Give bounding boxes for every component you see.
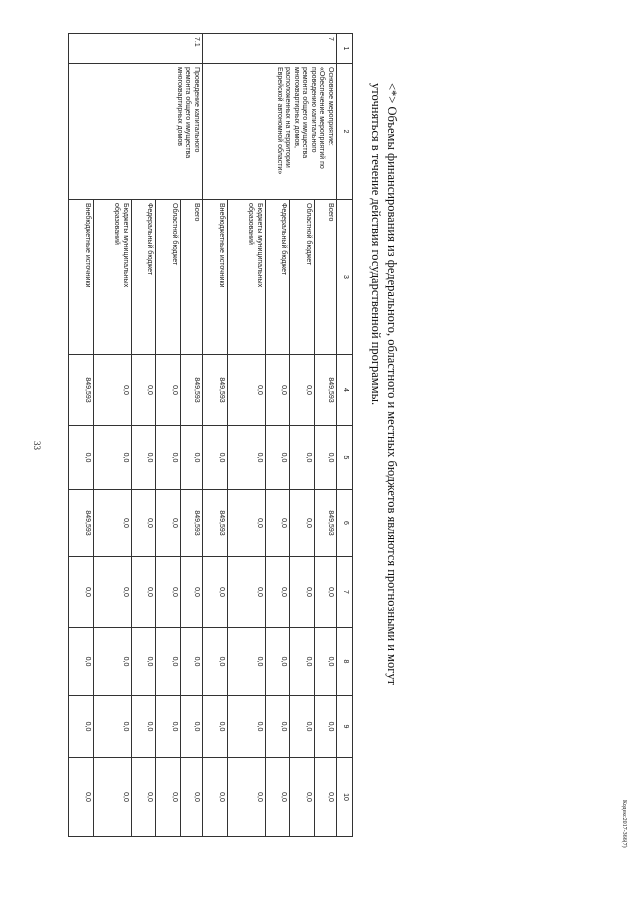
header-cell: 8 [337,628,353,696]
value-cell: 0,0 [69,557,94,628]
value-cell: 0,0 [156,557,181,628]
value-cell: 849,593 [315,355,337,426]
funding-source-cell: Областной бюджет [156,200,181,355]
value-cell: 0,0 [156,490,181,557]
header-cell: 4 [337,355,353,426]
value-cell: 0,0 [132,557,156,628]
funding-source-cell: Внебюджетные источники [69,200,94,355]
value-cell: 0,0 [266,557,290,628]
value-cell: 0,0 [181,628,203,696]
value-cell: 0,0 [266,696,290,758]
budget-table-body [69,34,353,837]
value-cell: 0,0 [156,628,181,696]
value-cell: 849,593 [69,355,94,426]
value-cell: 0,0 [94,355,132,426]
measure-name-cell: Основное мероприятие: «Обеспечение мероприятий по проведению капитального ремонта общего имущества многоквартирных домов, расположенных на территории Еврейской автономной области» [203,64,337,200]
funding-source-cell: Всего [181,200,203,355]
value-cell: 0,0 [290,355,315,426]
value-cell: 0,0 [94,696,132,758]
value-cell: 0,0 [315,696,337,758]
value-cell: 849,593 [315,490,337,557]
value-cell: 0,0 [266,758,290,837]
header-cell: 6 [337,490,353,557]
header-cell: 5 [337,426,353,490]
value-cell: 0,0 [132,490,156,557]
value-cell: 849,593 [203,355,228,426]
value-cell: 0,0 [69,628,94,696]
funding-source-cell: Федеральный бюджет [266,200,290,355]
value-cell: 0,0 [228,490,266,557]
value-cell: 0,0 [132,426,156,490]
value-cell: 0,0 [132,696,156,758]
value-cell: 0,0 [315,758,337,837]
value-cell: 0,0 [290,426,315,490]
value-cell: 0,0 [94,758,132,837]
value-cell: 0,0 [203,557,228,628]
value-cell: 0,0 [228,628,266,696]
value-cell: 0,0 [94,426,132,490]
value-cell: 0,0 [203,628,228,696]
value-cell: 0,0 [132,628,156,696]
value-cell: 0,0 [228,696,266,758]
budget-table [68,33,353,837]
value-cell: 0,0 [94,490,132,557]
budget-table-container [84,33,353,836]
funding-source-cell: Всего [315,200,337,355]
value-cell: 0,0 [228,426,266,490]
page-number: 33 [32,441,42,450]
value-cell: 0,0 [181,758,203,837]
value-cell: 0,0 [315,557,337,628]
value-cell: 0,0 [266,628,290,696]
footnote-line: <*> Объемы финансирования из федерального, областного и местных бюджетов являются прогнозными и могут [385,83,399,686]
table-row [315,34,337,837]
value-cell: 849,593 [203,490,228,557]
header-cell: 10 [337,758,353,837]
value-cell: 0,0 [228,557,266,628]
value-cell: 0,0 [290,628,315,696]
value-cell: 0,0 [315,628,337,696]
value-cell: 0,0 [94,628,132,696]
value-cell: 0,0 [228,758,266,837]
value-cell: 0,0 [266,490,290,557]
funding-source-cell: Бюджеты муниципальных образований [94,200,132,355]
footnote [356,83,400,843]
value-cell: 0,0 [203,758,228,837]
header-row [337,34,353,837]
value-cell: 849,593 [181,355,203,426]
funding-source-cell: Федеральный бюджет [132,200,156,355]
value-cell: 0,0 [266,355,290,426]
table-row [181,34,203,837]
measure-name-cell: Проведение капитального ремонта общего имущества многоквартирных домов [69,64,203,200]
header-cell: 7 [337,557,353,628]
footnote-line: уточняться в течение действия государственной программы. [369,83,383,406]
funding-source-cell: Бюджеты муниципальных образований [228,200,266,355]
value-cell: 0,0 [94,557,132,628]
item-number-cell: 7.1 [69,34,203,64]
value-cell: 0,0 [228,355,266,426]
value-cell: 0,0 [132,758,156,837]
header-cell: 2 [337,64,353,200]
value-cell: 0,0 [69,758,94,837]
value-cell: 0,0 [156,426,181,490]
value-cell: 0,0 [290,557,315,628]
value-cell: 0,0 [181,557,203,628]
funding-source-cell: Областной бюджет [290,200,315,355]
value-cell: 0,0 [69,696,94,758]
value-cell: 0,0 [181,426,203,490]
funding-source-cell: Внебюджетные источники [203,200,228,355]
value-cell: 0,0 [156,355,181,426]
header-cell: 9 [337,696,353,758]
item-number-cell: 7 [203,34,337,64]
value-cell: 0,0 [156,696,181,758]
value-cell: 0,0 [290,490,315,557]
value-cell: 0,0 [290,758,315,837]
header-cell: 3 [337,200,353,355]
value-cell: 0,0 [315,426,337,490]
value-cell: 0,0 [203,696,228,758]
value-cell: 849,593 [69,490,94,557]
header-cell: 1 [337,34,353,64]
value-cell: 849,593 [181,490,203,557]
value-cell: 0,0 [266,426,290,490]
value-cell: 0,0 [203,426,228,490]
value-cell: 0,0 [290,696,315,758]
value-cell: 0,0 [181,696,203,758]
value-cell: 0,0 [156,758,181,837]
value-cell: 0,0 [132,355,156,426]
document-code-mark: Кодекс2017-366(7) [621,800,627,848]
value-cell: 0,0 [69,426,94,490]
